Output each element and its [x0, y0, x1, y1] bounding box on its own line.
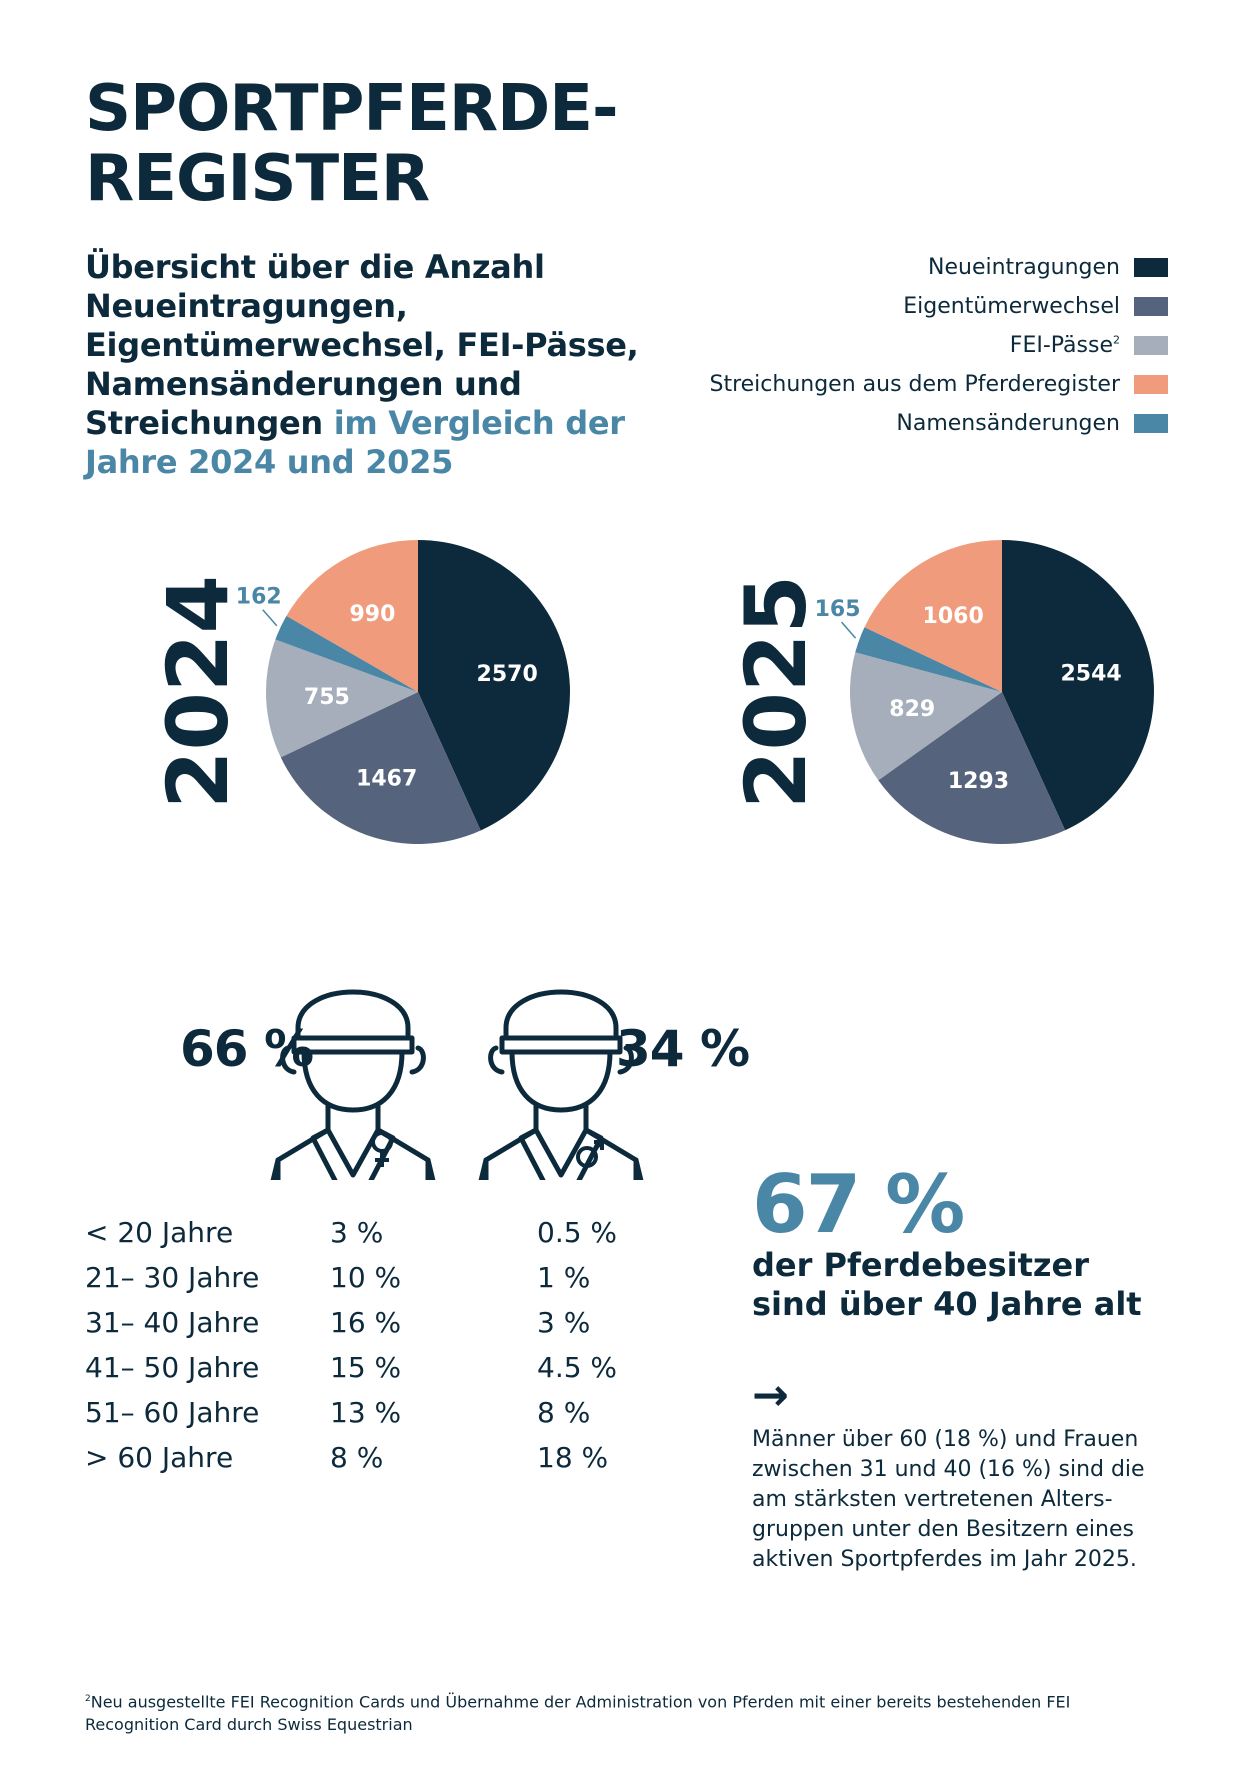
- footnote-marker: 2: [85, 1694, 91, 1704]
- legend-label: Namensänderungen: [896, 411, 1120, 436]
- pie-value-label: 829: [889, 697, 936, 723]
- age-group-label: > 60 Jahre: [85, 1441, 234, 1474]
- age-group-label: 21– 30 Jahre: [85, 1261, 260, 1294]
- male-share: 8 %: [537, 1396, 591, 1429]
- chart-legend: [608, 248, 1168, 443]
- female-percentage: 66 %: [180, 1020, 314, 1078]
- footnote-text: Neu ausgestellte FEI Recognition Cards und Übernahme der Administration von Pferden mit einer bereits bestehenden FEI Recognition Card durch Swiss Equestrian: [85, 1692, 1071, 1735]
- legend-item: [608, 404, 1168, 443]
- legend-swatch: [1134, 336, 1168, 355]
- highlight-percentage: 67 %: [752, 1158, 964, 1251]
- male-share: 4.5 %: [537, 1351, 618, 1384]
- female-share: 8 %: [330, 1441, 384, 1474]
- age-row: [85, 1345, 687, 1390]
- legend-swatch: [1134, 297, 1168, 316]
- pie-year-title: 2025: [727, 575, 825, 809]
- male-share: 1 %: [537, 1261, 591, 1294]
- legend-label: FEI-Pässe$^2$: [1009, 333, 1120, 358]
- male-rider-icon: [466, 960, 656, 1180]
- age-row: [85, 1435, 687, 1480]
- female-share: 10 %: [330, 1261, 402, 1294]
- page-title-line1: SPORTPFERDE-: [85, 72, 618, 146]
- subtitle-main: Übersicht über die Anzahl Neueintragungen, Eigentümerwechsel, FEI-Pässe, Namensänderungen und Streichungen: [85, 248, 639, 442]
- age-row: [85, 1390, 687, 1435]
- legend-label-sup: 2: [1113, 333, 1120, 347]
- legend-item: [608, 326, 1168, 365]
- female-share: 13 %: [330, 1396, 402, 1429]
- male-percentage: 34 %: [616, 1020, 750, 1078]
- pie-chart-2024: [149, 540, 570, 844]
- pie-value-label: 2544: [1060, 661, 1122, 687]
- pie-value-label: 1467: [356, 766, 418, 792]
- male-share: 3 %: [537, 1306, 591, 1339]
- female-rider-icon: [258, 960, 448, 1180]
- age-group-label: < 20 Jahre: [85, 1216, 234, 1249]
- male-share: 0.5 %: [537, 1216, 618, 1249]
- pie-value-label: 990: [349, 602, 396, 628]
- pie-charts-svg: [0, 540, 1246, 900]
- highlight-note: Männer über 60 (18 %) und Frauen zwischen 31 und 40 (16 %) sind die am stärksten vertretenen Altersgruppen unter den Besitzern eines aktiven Sportpferdes im Jahr 2025.: [752, 1427, 1145, 1572]
- pie-value-label: 165: [814, 597, 861, 623]
- legend-label: Eigentümerwechsel: [903, 294, 1120, 319]
- page-title-line2: REGISTER: [85, 142, 430, 216]
- legend-swatch: [1134, 258, 1168, 277]
- legend-item: [608, 365, 1168, 404]
- male-share: 18 %: [537, 1441, 609, 1474]
- female-share: 16 %: [330, 1306, 402, 1339]
- legend-label: Neueintragungen: [928, 255, 1120, 280]
- pie-value-label: 755: [303, 685, 350, 711]
- subtitle: [85, 248, 645, 482]
- legend-swatch: [1134, 375, 1168, 394]
- female-symbol-icon: [373, 1133, 391, 1167]
- legend-item: [608, 287, 1168, 326]
- pie-value-label: 162: [235, 584, 282, 610]
- legend-swatch: [1134, 414, 1168, 433]
- pie-year-title: 2024: [149, 575, 247, 809]
- age-group-label: 31– 40 Jahre: [85, 1306, 260, 1339]
- female-share: 3 %: [330, 1216, 384, 1249]
- age-group-label: 41– 50 Jahre: [85, 1351, 260, 1384]
- footnote: [85, 1688, 1165, 1736]
- female-share: 15 %: [330, 1351, 402, 1384]
- legend-item: [608, 248, 1168, 287]
- age-row: [85, 1210, 687, 1255]
- pie-value-label: 1060: [922, 603, 984, 629]
- arrow-right-icon: →: [752, 1370, 789, 1421]
- pie-chart-2025: [727, 540, 1154, 844]
- legend-label: Streichungen aus dem Pferderegister: [709, 372, 1120, 397]
- page-title: [85, 74, 618, 214]
- subtitle-accent: im Vergleich der Jahre 2024 und 2025: [85, 404, 625, 481]
- age-table: [85, 1210, 687, 1480]
- pie-charts: [0, 540, 1246, 900]
- label-leader-line: [263, 610, 277, 626]
- age-group-label: 51– 60 Jahre: [85, 1396, 260, 1429]
- age-row: [85, 1255, 687, 1300]
- highlight-text: der Pferdebesitzer sind über 40 Jahre alt: [752, 1246, 1142, 1323]
- pie-value-label: 2570: [476, 661, 538, 687]
- label-leader-line: [842, 622, 856, 638]
- age-row: [85, 1300, 687, 1345]
- pie-value-label: 1293: [947, 769, 1010, 795]
